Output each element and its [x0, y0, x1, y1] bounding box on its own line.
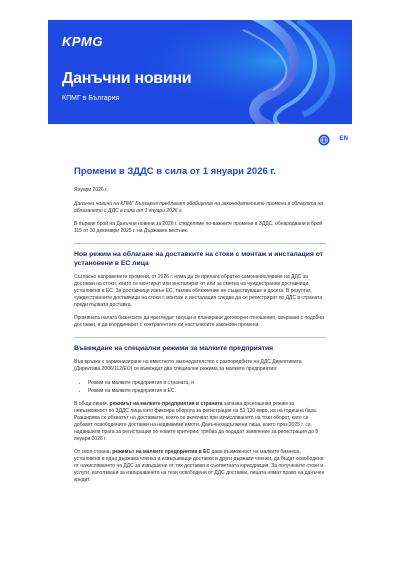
list-item: • Режим на малките предприятия в страната, и [88, 379, 326, 387]
language-switcher[interactable] [48, 130, 352, 150]
section-paragraph: Съгласно направените промени, от 2026 г. няма да се прилага обратно самоначисляване на ДДС за доставки на стоки, които се монтират или инсталират от или за сметка на чуждестранни доставчици, установени в ЕС. За доставчици извън ЕС, такова облекчение не съществуваше и досега. В резултат, чуждестранните доставчици на стоки с монтаж и инсталация следва да се регистрират по ДДС в страната преди първата доставка. [74, 274, 323, 308]
regime-list [88, 379, 326, 395]
globe-icon [318, 134, 330, 146]
language-label[interactable]: EN [339, 136, 348, 142]
header-banner [48, 20, 352, 124]
bold-term: режимът на малките предприятия в страната [109, 401, 223, 407]
text-span: запазва досегашния режим за невъзможност по ЗДДС лица като фиксира оборота за регистрация на 51 130 евро, на на годишна база. Разширява се обхватът на доставките, които се включват при изчисляването на този оборот, като се добавят освободените доставки на недвижими имоти. Данъчнозадължени лица, които през 2025 г. са надвишили прага за регистрация по новите критерии, трябва да подадат заявление за регистрация до 8 януари 2026 г. [74, 401, 319, 442]
kpmg-logo: KPMG [62, 34, 103, 49]
newsletter-subtitle: КПМГ в България [62, 95, 120, 102]
text-span: От своя страна, [74, 449, 113, 455]
section-heading-small-business: Въвеждане на специални режими за малките предприятия [74, 345, 274, 352]
article-body [74, 166, 326, 490]
newsletter-title: Данъчни новини [62, 70, 192, 87]
text-span: дава възможност на малките бизнеси, установени в една държава членка и извършващи доставки в други държави членки, да бъдат освободени от начисляването на ДДС за извършени от тях доставки в съответната юрисдикция. За получените стоки и услуги, използвани за извършването на тези освободени от ДДС доставки, лицата нямат право на данъчен кредит. [74, 449, 325, 483]
article-intro: Данъчни новини на КПМГ България предлагат обобщение на законодателните промени в областта на облагането с ДДС в сила от 1 януари 2026 г. [74, 201, 324, 214]
section-paragraph [74, 449, 326, 484]
article-date: Януари 2026 г. [74, 187, 108, 193]
section-heading-installation: Нов режим на облагане на доставките на стоки с монтаж и инсталация от установени в ЕС лица [74, 251, 324, 267]
section-paragraph: Промяната налага бизнесите да прегледат текущи и планирани договорни отношения, свързани с подобни доставки, и да координират с контрагентите си настъпилите законови промени. [74, 315, 324, 328]
article-paragraph: В първия брой на Данъчни новини за 2026 г. споделяме по-важните промени в ЗДДС, обнародвани в брой 115 от 30 декември 2025 г. на Държавен вестник. [74, 221, 323, 234]
text-span: В общи линии, [74, 401, 110, 407]
section-paragraph [74, 401, 326, 443]
article-title: Промени в ЗДДС в сила от 1 януари 2026 г. [74, 166, 277, 177]
section-divider [74, 337, 326, 338]
section-paragraph: Във връзка с хармонизиране на вместното законодателство с разпоредбите на ДДС Директивата (Директива 2006/112/ЕО) се въвеждат два специални режима за малките предприятия: [74, 359, 302, 372]
list-item: • Режим на малките предприятия в ЕС. [88, 387, 326, 395]
bold-term: режимът на малките предприятия в ЕС [112, 449, 211, 455]
section-divider [74, 243, 326, 244]
